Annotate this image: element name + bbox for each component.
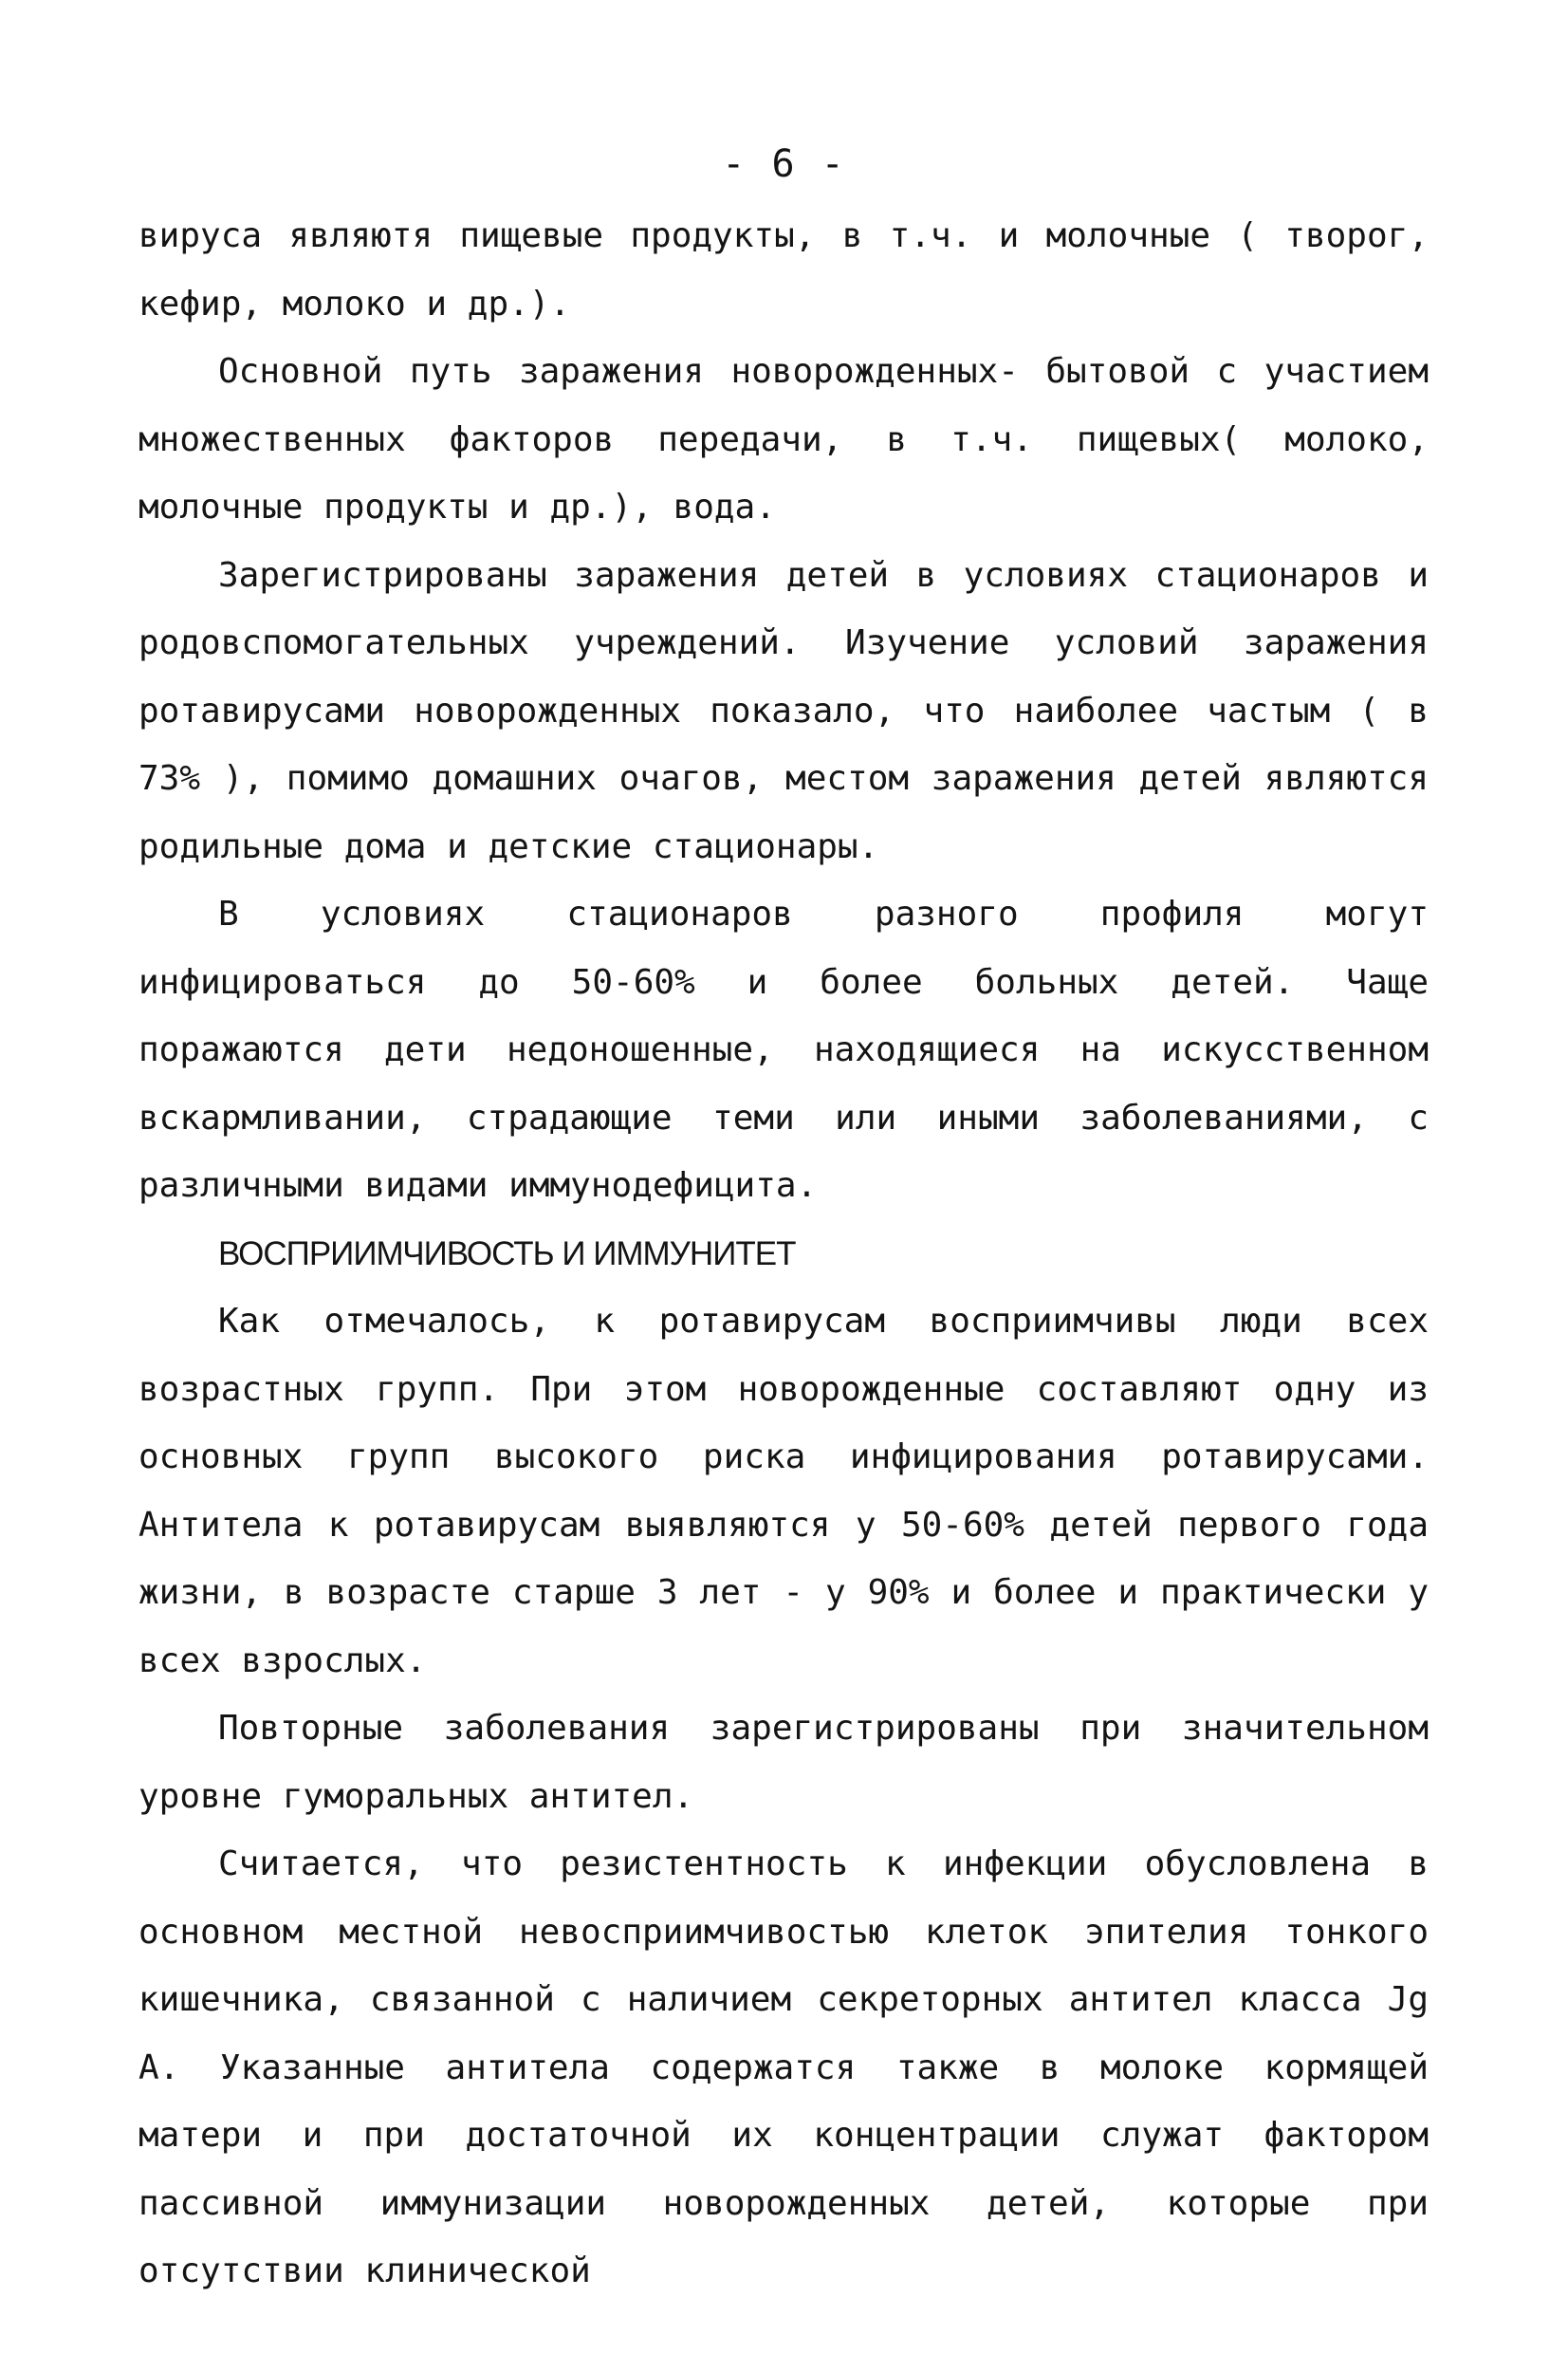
body-text — [138, 202, 1429, 2306]
paragraph-hospital-risk: В условиях стационаров разного профиля могут инфицироваться до 50-60% и более больных детей. Чаще поражаются дети недоношенные, находящиеся на искусственном вскармливании, страдающие теми или иными заболеваниями, с различными видами иммунодефицита. — [138, 895, 1429, 1205]
paragraph-resistance: Считается, что резистентность к инфекции обусловлена в основном местной невосприимчивостью клеток эпителия тонкого кишечника, связанной с наличием секреторных антител класса Jg A. Указанные антитела содержатся также в молоке кормящей матери и при достаточной их концентрации служат фактором пассивной иммунизации новорожденных детей, которые при отсутствии клинической — [138, 1844, 1429, 2290]
paragraph-continuation: вируса являютя пищевые продукты, в т.ч. и молочные ( творог, кефир, молоко и др.). — [138, 216, 1429, 324]
paragraph-susceptibility: Как отмечалось, к ротавирусам восприимчивы люди всех возрастных групп. При этом новорожденные составляют одну из основных групп высокого риска инфицирования ротавирусами. Антитела к ротавирусам выявляются у 50-60% детей первого года жизни, в возрасте старше 3 лет - у 90% и более и практически у всех взрослых. — [138, 1302, 1429, 1680]
page-number: - 6 - — [722, 142, 846, 186]
paragraph-repeat-disease: Повторные заболевания зарегистрированы при значительном уровне гуморальных антител. — [138, 1709, 1429, 1816]
section-heading: ВОСПРИИМЧИВОСТЬ И ИММУНИТЕТ — [218, 1234, 796, 1272]
paragraph-transmission-route: Основной путь заражения новорожденных- бытовой с участием множественных факторов передачи, в т.ч. пищевых( молоко, молочные продукты и др.), вода. — [138, 352, 1429, 527]
paragraph-hospital-infection: Зарегистрированы заражения детей в условиях стационаров и родовспомогательных учреждений. Изучение условий заражения ротавирусами новорожденных показало, что наиболее частым ( в 73% ), помимо домашних очагов, местом заражения детей являются родильные дома и детские стационары. — [138, 555, 1429, 866]
